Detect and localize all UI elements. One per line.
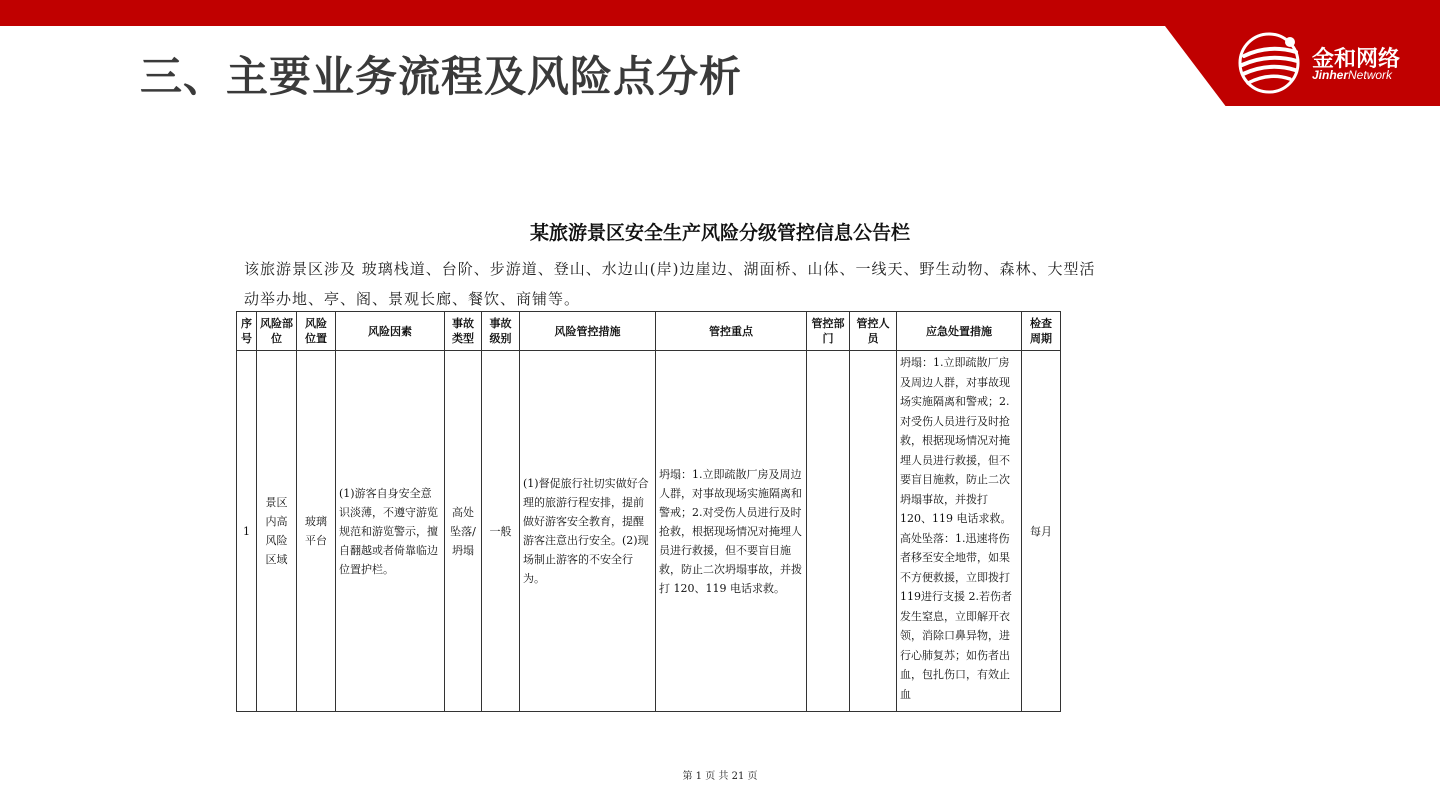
cell-factor: (1)游客自身安全意识淡薄，不遵守游览规范和游览警示，擅自翻越或者倚靠临边位置护栏。 <box>336 351 445 712</box>
top-accent-bar <box>0 0 1440 26</box>
col-header-personnel: 管控人员 <box>850 312 897 351</box>
col-header-factor: 风险因素 <box>336 312 445 351</box>
cell-department <box>807 351 850 712</box>
cell-no: 1 <box>237 351 257 712</box>
cell-measures: (1)督促旅行社切实做好合理的旅游行程安排，提前做好游客安全教育，提醒游客注意出行安全。(2)现场制止游客的不安全行为。 <box>520 351 656 712</box>
brand-name-cn: 金和网络 <box>1312 47 1401 72</box>
page-number-footer: 第 1 页 共 21 页 <box>682 771 758 782</box>
cell-emergency: 坍塌：1.立即疏散厂房及周边人群，对事故现场实施隔离和警戒；2.对受伤人员进行及时抢救，根据现场情况对掩埋人员进行救援，但不要盲目施救，防止二次坍塌事故，并拨打 120、119 电话求救。高处坠落：1.迅速将伤者移至安全地带，如果不方便救援，立即拨打119进行支援 2.若伤者发生窒息，立即解开衣领，消除口鼻异物，进行心肺复苏；如伤者出血，包扎伤口，有效止血 <box>897 351 1022 712</box>
cell-location: 玻璃平台 <box>297 351 336 712</box>
col-header-no: 序号 <box>237 312 257 351</box>
col-header-measures: 风险管控措施 <box>520 312 656 351</box>
jinher-globe-logo-icon <box>1234 30 1304 96</box>
document-title: 某旅游景区安全生产风险分级管控信息公告栏 <box>529 222 910 244</box>
cell-focus: 坍塌：1.立即疏散厂房及周边人群，对事故现场实施隔离和警戒；2.对受伤人员进行及时抢救，根据现场情况对掩埋人员进行救援，但不要盲目施救，防止二次坍塌事故，并拨打 120、119 电话求救。 <box>656 351 807 712</box>
cell-personnel <box>850 351 897 712</box>
cell-accident-level: 一般 <box>482 351 520 712</box>
brand-name-en <box>1312 68 1392 82</box>
cell-accident-type: 高处坠落/坍塌 <box>445 351 482 712</box>
table-row <box>237 351 1061 712</box>
brand-name-en-rest: Network <box>1348 68 1393 82</box>
col-header-emergency: 应急处置措施 <box>897 312 1022 351</box>
col-header-part: 风险部位 <box>257 312 297 351</box>
slide-title: 三、主要业务流程及风险点分析 <box>140 52 743 101</box>
col-header-accident-type: 事故类型 <box>445 312 482 351</box>
cell-part: 景区内高风险区域 <box>257 351 297 712</box>
col-header-department: 管控部门 <box>807 312 850 351</box>
col-header-focus: 管控重点 <box>656 312 807 351</box>
col-header-location: 风险位置 <box>297 312 336 351</box>
document-intro: 该旅游景区涉及 玻璃栈道、台阶、步游道、登山、水边山(岸)边崖边、湖面桥、山体、一线天、野生动物、森林、大型活动举办地、亭、阁、景观长廊、餐饮、商铺等。 <box>244 260 1096 308</box>
col-header-accident-level: 事故级别 <box>482 312 520 351</box>
brand-name-en-bold: Jinher <box>1312 68 1349 82</box>
risk-control-table <box>236 311 1061 712</box>
table-header-row <box>237 312 1061 351</box>
cell-period: 每月 <box>1022 351 1061 712</box>
col-header-period: 检查周期 <box>1022 312 1061 351</box>
